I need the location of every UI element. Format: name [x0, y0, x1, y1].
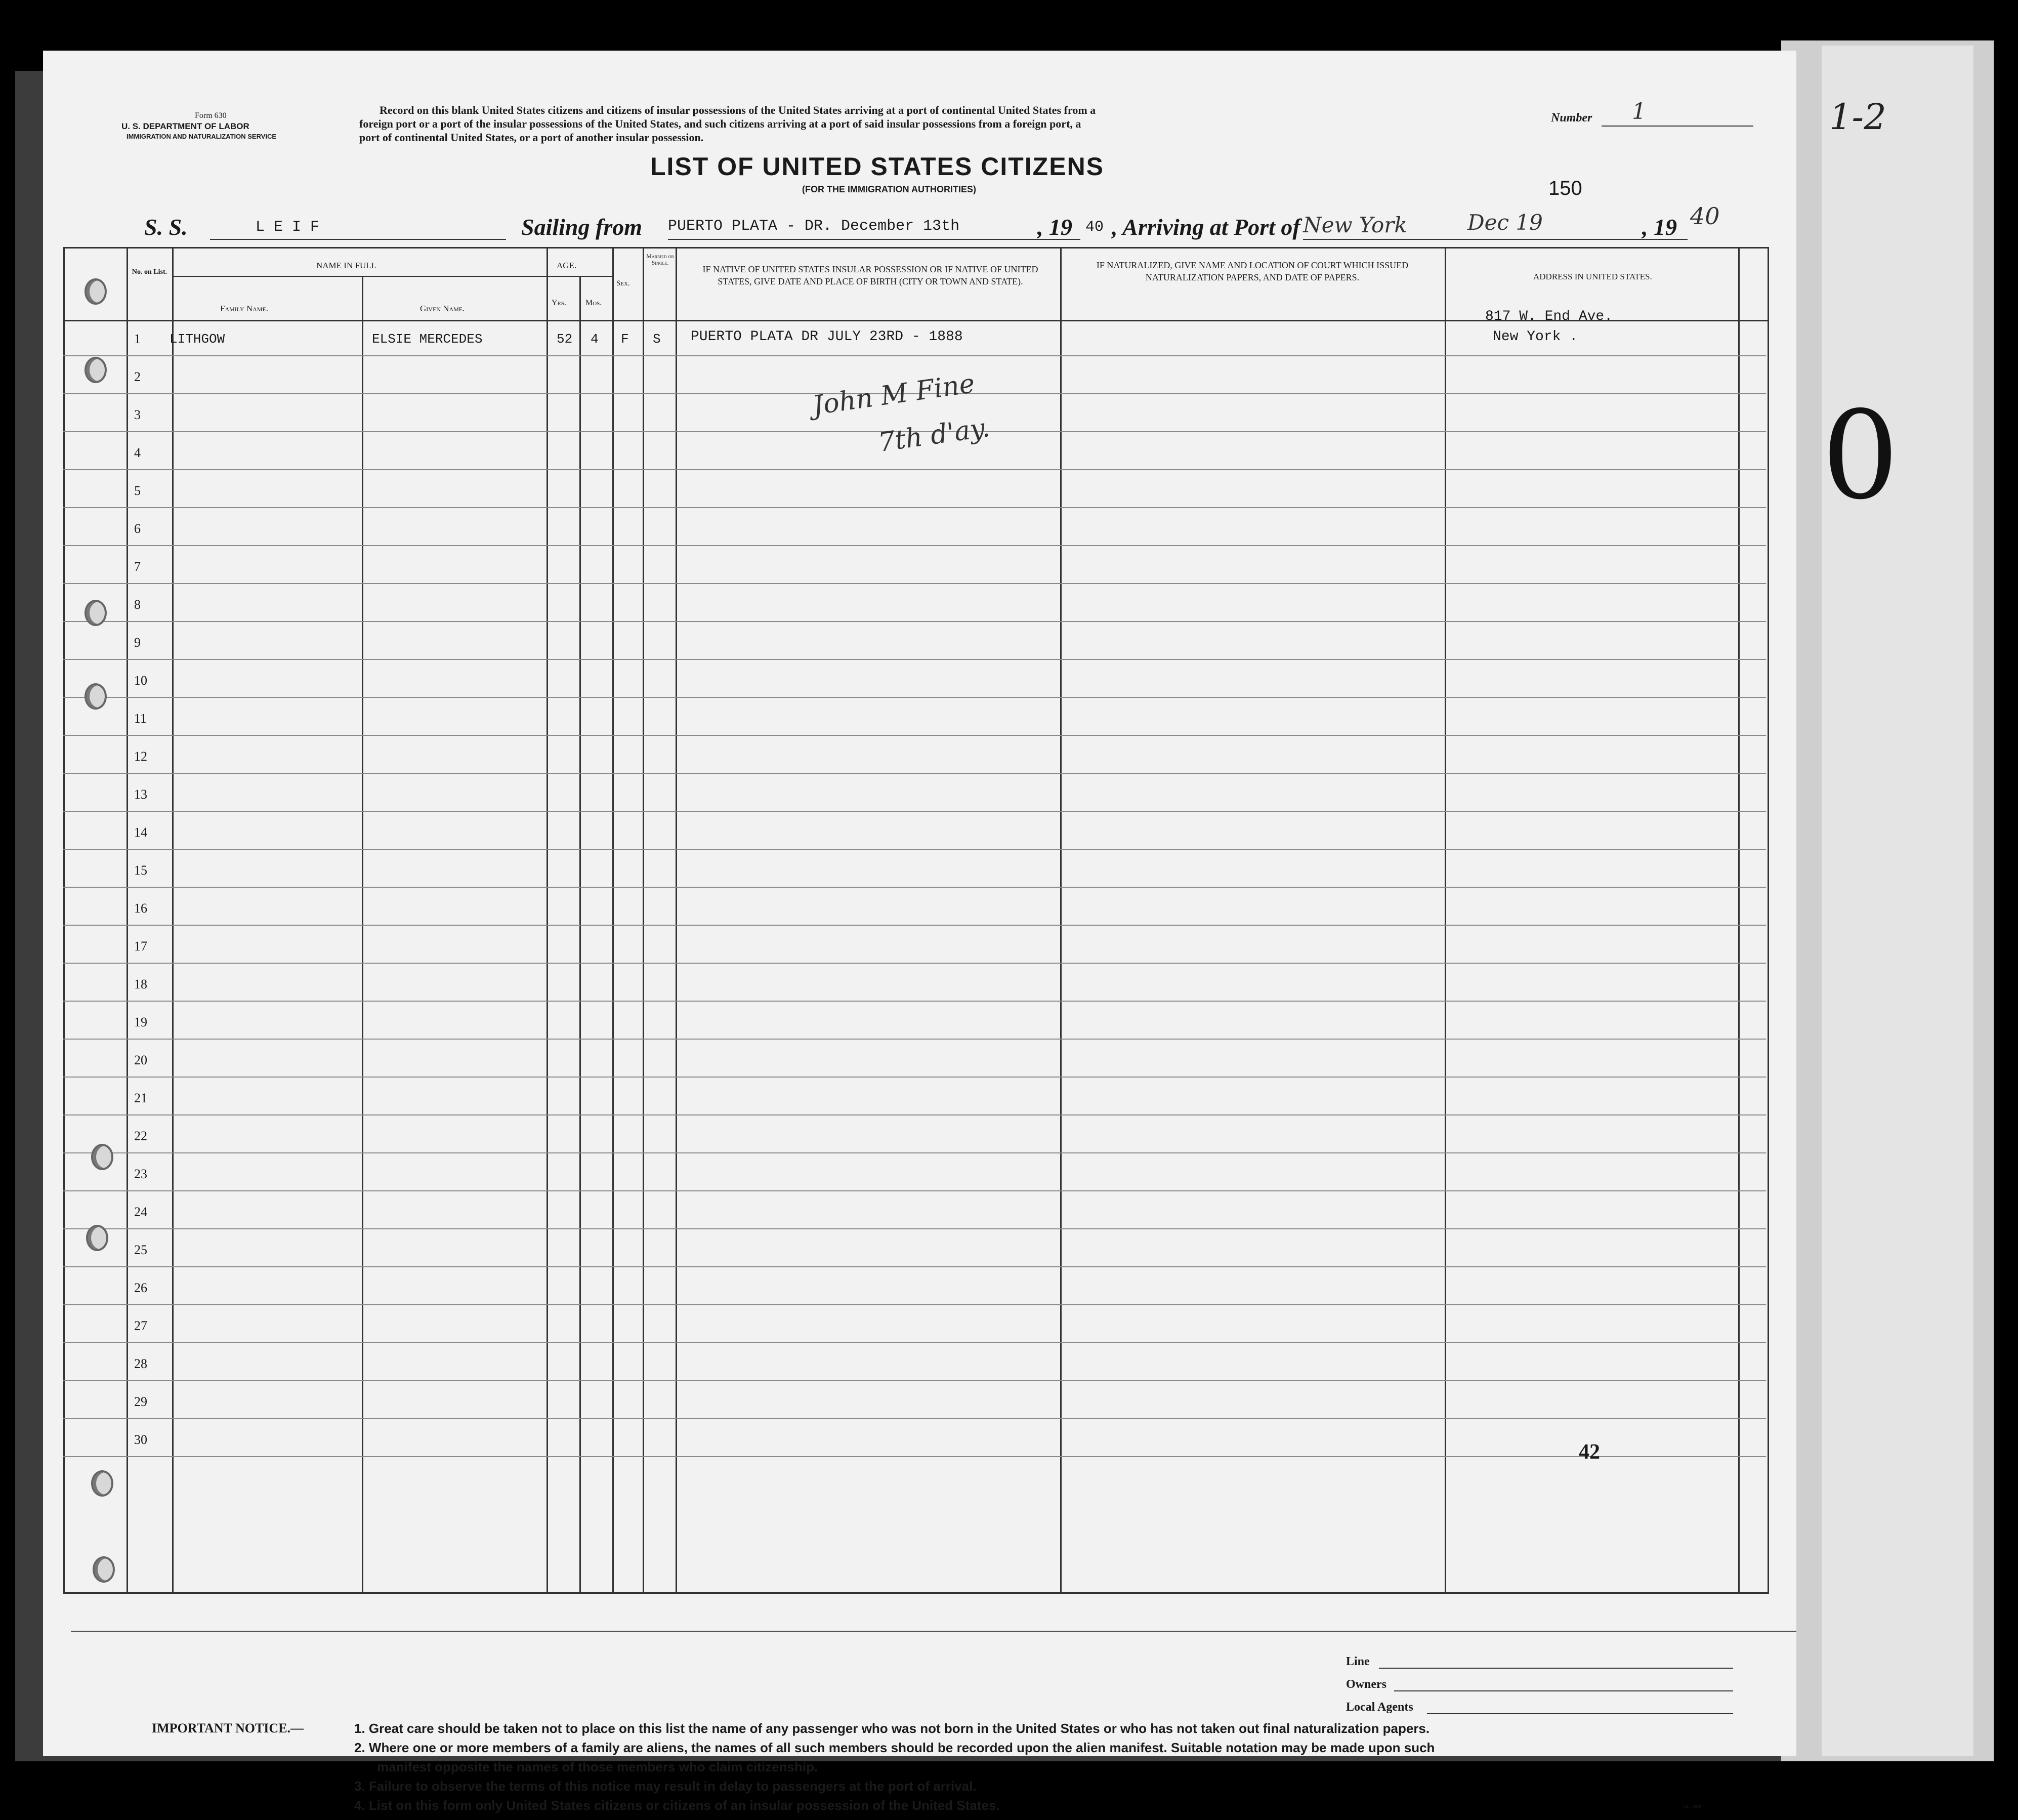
- notice-4: 4. List on this form only United States citizens or citizens of an insular possession of the United States.: [354, 1798, 1000, 1813]
- sailing-underline: [668, 239, 1080, 240]
- row-rule: [63, 469, 1766, 470]
- address-line-1: 817 W. End Ave.: [1485, 309, 1613, 324]
- instruction-line-2: foreign port or a port of the insular possessions of the United States, and such citizens arriving at a port of said insular possessions from a foreign port, a: [359, 117, 1081, 130]
- row-rule: [63, 1228, 1766, 1229]
- age-months: 4: [591, 332, 599, 347]
- col-divider: [546, 247, 548, 1592]
- row-number: 12: [134, 749, 147, 764]
- row-rule: [63, 1001, 1766, 1002]
- col-divider: [1445, 247, 1446, 1592]
- row-rule: [63, 1342, 1766, 1343]
- arrival-port: New York: [1303, 213, 1407, 237]
- header-married-single: Married or Single.: [646, 253, 674, 266]
- col-divider: [172, 247, 174, 1592]
- footer-rule: [71, 1631, 1796, 1632]
- col-divider: [1060, 247, 1062, 1592]
- notice-2-continued: manifest opposite the names of those members who claim citizenship.: [377, 1759, 818, 1774]
- form-number: Form 630: [195, 111, 227, 120]
- header-address: ADDRESS IN UNITED STATES.: [1533, 272, 1652, 281]
- notice-3: 3. Failure to observe the terms of this notice may result in delay to passengers at the port of arrival.: [354, 1778, 977, 1794]
- sex: F: [621, 332, 629, 347]
- arrival-year: 40: [1690, 202, 1720, 230]
- row-rule: [63, 621, 1766, 622]
- row-rule: [63, 849, 1766, 850]
- header-no: No. on List.: [132, 268, 167, 276]
- notice-2: 2. Where one or more members of a family are aliens, the names of all such members should be recorded upon the alien manifest. Suitable notation may be made upon such: [354, 1740, 1435, 1755]
- row-number: 9: [134, 635, 141, 650]
- given-name: ELSIE MERCEDES: [372, 332, 483, 347]
- stamp-150: 150: [1548, 177, 1582, 199]
- row-rule: [63, 1114, 1766, 1115]
- header-naturalized: IF NATURALIZED, GIVE NAME AND LOCATION OF COURT WHICH ISSUED NATURALIZATION PAPERS, AND DATE OF PAPERS.: [1096, 260, 1409, 282]
- margin-zero: 0: [1822, 385, 1899, 526]
- row-rule: [63, 811, 1766, 812]
- row-number: 13: [134, 787, 147, 802]
- punch-hole: [93, 1556, 115, 1583]
- header-given: Given Name.: [420, 304, 465, 313]
- sail-year: 40: [1085, 219, 1104, 236]
- row-rule: [63, 507, 1766, 508]
- row-rule: [63, 925, 1766, 926]
- number-underline: [1602, 126, 1753, 127]
- owners-label: Owners: [1346, 1678, 1386, 1691]
- punch-hole: [85, 357, 107, 383]
- row-rule: [63, 773, 1766, 774]
- sail-year-prefix: , 19: [1037, 214, 1072, 240]
- row-number: 27: [134, 1318, 147, 1333]
- row-rule: [63, 545, 1766, 546]
- row-number: 16: [134, 901, 147, 916]
- row-number: 21: [134, 1091, 147, 1105]
- number-label: Number: [1551, 111, 1592, 125]
- row-number: 20: [134, 1053, 147, 1067]
- row-number: 19: [134, 1015, 147, 1029]
- row-number: 7: [134, 559, 141, 574]
- notice-label: IMPORTANT NOTICE.—: [152, 1721, 304, 1735]
- background-page-right-inner: [1822, 46, 1973, 1756]
- row-number: 6: [134, 521, 141, 536]
- margin-mark: 1-2: [1829, 96, 1886, 138]
- row-rule: [63, 963, 1766, 964]
- header-sex: Sex.: [616, 279, 630, 287]
- row-rule: [63, 355, 1766, 356]
- header-family: Family Name.: [220, 304, 269, 313]
- stamp-42: 42: [1579, 1440, 1600, 1464]
- instruction-line-3: port of continental United States, or a port of another insular possession.: [359, 131, 704, 144]
- row-rule: [63, 1456, 1766, 1457]
- agents-underline: [1427, 1713, 1733, 1714]
- punch-hole: [85, 600, 107, 626]
- punch-hole: [91, 1144, 113, 1170]
- row-number: 5: [134, 483, 141, 498]
- line-label: Line: [1346, 1655, 1370, 1668]
- row-rule: [63, 887, 1766, 888]
- row-rule: [63, 697, 1766, 698]
- row-number: 17: [134, 939, 147, 954]
- row-rule: [63, 1380, 1766, 1381]
- number-value: 1: [1632, 99, 1646, 125]
- col-divider: [362, 276, 363, 1592]
- form-title: LIST OF UNITED STATES CITIZENS: [650, 152, 1105, 181]
- row-number: 30: [134, 1432, 147, 1447]
- birth-place-date: PUERTO PLATA DR JULY 23RD - 1888: [691, 329, 963, 345]
- row-number: 18: [134, 977, 147, 991]
- handwritten-note: 7th d'ay.: [876, 412, 992, 459]
- department: U. S. DEPARTMENT OF LABOR: [121, 121, 249, 131]
- col-divider: [612, 247, 614, 1592]
- arrival-date: Dec 19: [1467, 210, 1543, 235]
- ship-name: L E I F: [256, 219, 320, 236]
- notice-1: 1. Great care should be taken not to place on this list the name of any passenger who was not born in the United States or who has not taken out final naturalization papers.: [354, 1721, 1430, 1736]
- row-rule: [63, 1266, 1766, 1267]
- row-number: 2: [134, 369, 141, 384]
- col-divider: [643, 247, 644, 1592]
- row-rule: [63, 1418, 1766, 1419]
- handwritten-name: John M Fine: [811, 368, 977, 422]
- row-number: 24: [134, 1205, 147, 1219]
- row-number: 28: [134, 1356, 147, 1371]
- row-number: 22: [134, 1129, 147, 1143]
- row-number: 25: [134, 1243, 147, 1257]
- row-number: 14: [134, 825, 147, 840]
- age-years: 52: [557, 332, 573, 347]
- punch-hole: [91, 1470, 113, 1497]
- ss-label: S. S.: [144, 214, 188, 240]
- row-number: 29: [134, 1394, 147, 1409]
- header-mos: Mos.: [585, 299, 602, 307]
- form-code: 14—808: [1683, 1804, 1702, 1810]
- row-rule: [63, 659, 1766, 660]
- row-number: 26: [134, 1280, 147, 1295]
- row-number: 4: [134, 445, 141, 460]
- row-number: 10: [134, 673, 147, 688]
- family-name: LITHGOW: [170, 332, 225, 347]
- row-number: 15: [134, 863, 147, 878]
- header-age: AGE.: [557, 261, 577, 270]
- sailing-label: Sailing from: [521, 214, 643, 240]
- col-divider: [1738, 247, 1740, 1592]
- manifest-sheet: [43, 51, 1796, 1813]
- col-divider: [676, 247, 677, 1592]
- arrival-underline: [1303, 239, 1688, 240]
- row-rule: [63, 583, 1766, 584]
- arriving-label: , Arriving at Port of: [1112, 214, 1300, 240]
- row-number: 8: [134, 597, 141, 612]
- row-number: 23: [134, 1167, 147, 1181]
- line-underline: [1379, 1668, 1733, 1669]
- row-number: 1: [134, 332, 141, 346]
- service: IMMIGRATION AND NATURALIZATION SERVICE: [127, 133, 277, 140]
- address-line-2: New York .: [1493, 329, 1578, 345]
- name-age-subrule: [172, 276, 612, 277]
- col-divider: [127, 247, 128, 1592]
- punch-hole: [86, 1225, 108, 1251]
- col-divider: [579, 276, 581, 1592]
- punch-hole: [85, 278, 107, 305]
- married-single: S: [653, 332, 661, 347]
- sailing-value: PUERTO PLATA - DR. December 13th: [668, 218, 960, 235]
- header-name-in-full: NAME IN FULL: [316, 261, 376, 270]
- row-rule: [63, 735, 1766, 736]
- ship-underline: [210, 239, 506, 240]
- arrival-year-prefix: , 19: [1642, 214, 1677, 240]
- row-rule: [63, 1304, 1766, 1305]
- header-birth: IF NATIVE OF UNITED STATES INSULAR POSSESSION OR IF NATIVE OF UNITED STATES, GIVE DATE AND PLACE OF BIRTH (CITY OR TOWN AND STATE).: [702, 264, 1038, 286]
- row-rule: [63, 1077, 1766, 1078]
- punch-hole: [85, 683, 107, 710]
- row-rule: [63, 1152, 1766, 1153]
- row-number: 3: [134, 407, 141, 422]
- owners-underline: [1394, 1690, 1733, 1691]
- header-yrs: Yrs.: [552, 299, 567, 307]
- instruction-line-1: Record on this blank United States citizens and citizens of insular possessions of the United States arriving at a port of continental United States from a: [380, 104, 1096, 116]
- row-rule: [63, 1190, 1766, 1191]
- agents-label: Local Agents: [1346, 1701, 1413, 1714]
- form-subtitle: (FOR THE IMMIGRATION AUTHORITIES): [802, 184, 976, 194]
- row-number: 11: [134, 711, 147, 726]
- row-rule: [63, 1039, 1766, 1040]
